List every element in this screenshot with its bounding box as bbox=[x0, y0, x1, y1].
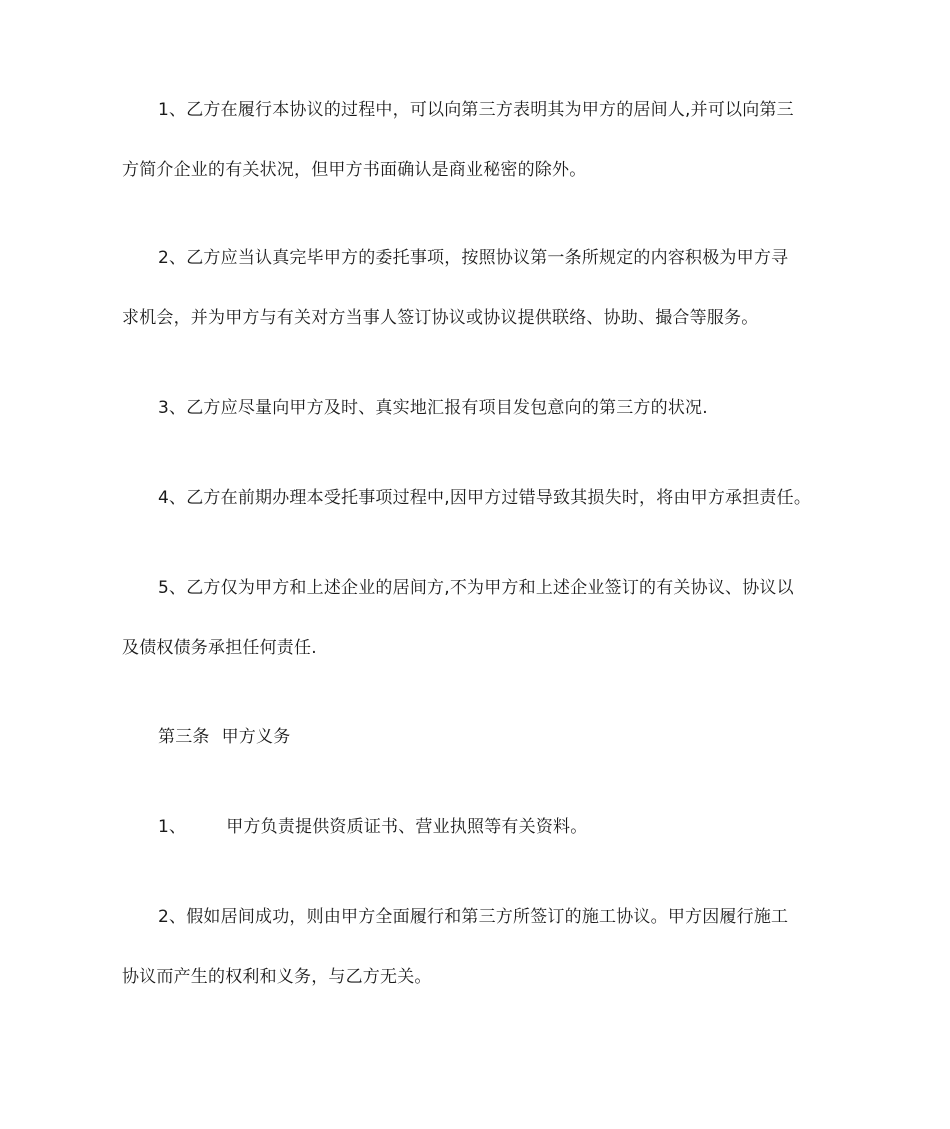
paragraph-line: 协议而产生的权利和义务，与乙方无关。 bbox=[122, 967, 432, 987]
paragraph-line: 4、乙方在前期办理本受托事项过程中,因甲方过错导致其损失时，将由甲方承担责任。 bbox=[158, 488, 812, 508]
paragraph-line: 5、乙方仅为甲方和上述企业的居间方,不为甲方和上述企业签订的有关协议、协议以 bbox=[158, 578, 794, 598]
paragraph-3 bbox=[122, 378, 842, 438]
section-heading bbox=[122, 707, 842, 767]
paragraph-line: 及债权债务承担任何责任. bbox=[122, 638, 317, 658]
obligation-item-2 bbox=[122, 887, 842, 1007]
paragraph-4 bbox=[122, 468, 842, 528]
obligation-item-1 bbox=[122, 797, 842, 857]
paragraph-line: 2、假如居间成功，则由甲方全面履行和第三方所签订的施工协议。甲方因履行施工 bbox=[158, 907, 789, 927]
section-title: 甲方义务 bbox=[221, 727, 291, 747]
paragraph-1 bbox=[122, 80, 842, 200]
paragraph-line: 3、乙方应尽量向甲方及时、真实地汇报有项目发包意向的第三方的状况. bbox=[158, 398, 708, 418]
item-text: 甲方负责提供资质证书、营业执照等有关资料。 bbox=[226, 817, 588, 837]
paragraph-line: 1、乙方在履行本协议的过程中，可以向第三方表明其为甲方的居间人,并可以向第三 bbox=[158, 100, 794, 120]
paragraph-line: 2、乙方应当认真完毕甲方的委托事项，按照协议第一条所规定的内容积极为甲方寻 bbox=[158, 248, 789, 268]
item-number: 1、 bbox=[158, 817, 187, 837]
paragraph-2 bbox=[122, 228, 842, 348]
paragraph-line: 方简介企业的有关状况，但甲方书面确认是商业秘密的除外。 bbox=[122, 160, 587, 180]
paragraph-line: 求机会，并为甲方与有关对方当事人签订协议或协议提供联络、协助、撮合等服务。 bbox=[122, 308, 759, 328]
section-number: 第三条 bbox=[158, 727, 210, 747]
paragraph-5 bbox=[122, 558, 842, 678]
